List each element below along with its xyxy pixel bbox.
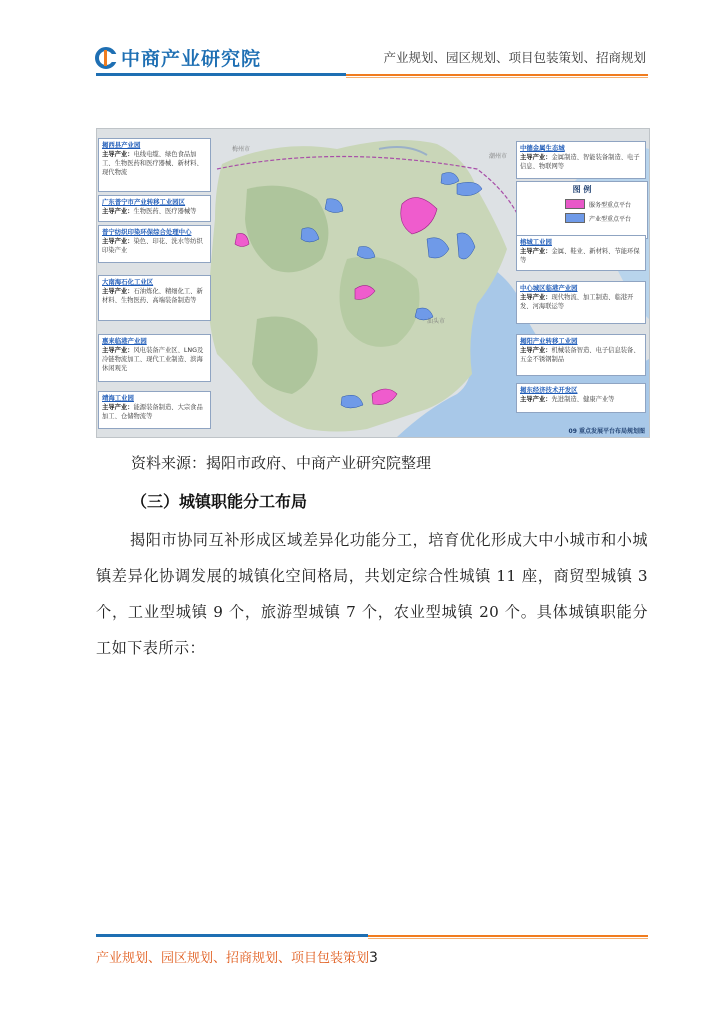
city-label: 汕头市 — [427, 318, 446, 325]
left-panel-item: 大南海石化工业区 主导产业：石油炼化、精细化工、新材料、生物医药、高端装备制造等 — [98, 275, 211, 321]
logo-icon — [95, 47, 117, 69]
header-tagline: 产业规划、园区规划、项目包装策划、招商规划 — [383, 50, 646, 65]
brand-logo — [95, 44, 261, 71]
left-panel-item: 惠来临港产业园 主导产业：风电装备产业区、LNG及冷链物流加工、现代工业制造、滨海休闲观光 — [98, 334, 211, 382]
legend-swatch — [565, 199, 585, 209]
footer-rule-orange — [368, 935, 648, 937]
platform-layout-map — [96, 128, 650, 438]
header-rule-orange-thin — [346, 77, 648, 78]
right-panel-item: 揭阳产业转移工业园 主导产业：机械装备智造、电子信息装备、五金不锈钢制品 — [516, 334, 646, 376]
footer-rule-orange-thin — [368, 938, 648, 939]
left-panel-item: 靖海工业园 主导产业：能源装备制造、大宗食品加工、仓储物流等 — [98, 391, 211, 429]
figure-source: 资料来源：揭阳市政府、中商产业研究院整理 — [131, 454, 432, 472]
body-paragraph: 揭阳市协同互补形成区域差异化功能分工，培育优化形成大中小城市和小城镇差异化协调发展的城镇化空间格局，共划定综合性城镇 11 座，商贸型城镇 3 个，工业型城镇 9 个，旅游型城镇 7 个，农业型城镇 20 个。具体城镇职能分工如下表所示： — [96, 531, 648, 657]
page-footer — [96, 947, 378, 966]
logo-text: 中商产业研究院 — [121, 48, 262, 70]
city-label: 潮州市 — [489, 153, 508, 160]
left-panel-item: 揭西县产业园 主导产业：电线电缆、绿色食品加工、生物医药和医疗器械、新材料、现代物流 — [98, 138, 211, 192]
map-caption: 09 重点发展平台布局规划图 — [568, 428, 645, 435]
page-number: 3 — [369, 950, 378, 966]
left-panel-item: 普宁纺织印染环保综合处理中心 主导产业：染色、印花、洗水等纺织印染产业 — [98, 225, 211, 263]
page-header — [0, 0, 724, 90]
map-legend: 图 例 服务型重点平台 产业型重点平台 — [516, 181, 648, 239]
city-label: 梅州市 — [232, 146, 251, 153]
left-panel-item: 广东普宁市产业转移工业园区 主导产业：生物医药、医疗器械等 — [98, 195, 211, 222]
section-heading: （三）城镇职能分工布局 — [131, 492, 308, 511]
header-rule-blue — [96, 73, 346, 76]
right-panel-item: 揭东经济技术开发区 主导产业：先进制造、健康产业等 — [516, 383, 646, 413]
right-panel-item: 榕城工业园 主导产业：金属、鞋业、新材料、节能环保等 — [516, 235, 646, 271]
footer-text: 产业规划、园区规划、招商规划、项目包装策划 — [96, 951, 370, 966]
header-rule-orange — [346, 74, 648, 76]
footer-rule-blue — [96, 934, 368, 937]
legend-swatch — [565, 213, 585, 223]
right-panel-item: 中德金属生态城 主导产业：金属制造、智能装备制造、电子信息、物联网等 — [516, 141, 646, 179]
right-panel-item: 中心城区临港产业园 主导产业：现代物流、加工制造、临港开发、河海联运等 — [516, 281, 646, 324]
